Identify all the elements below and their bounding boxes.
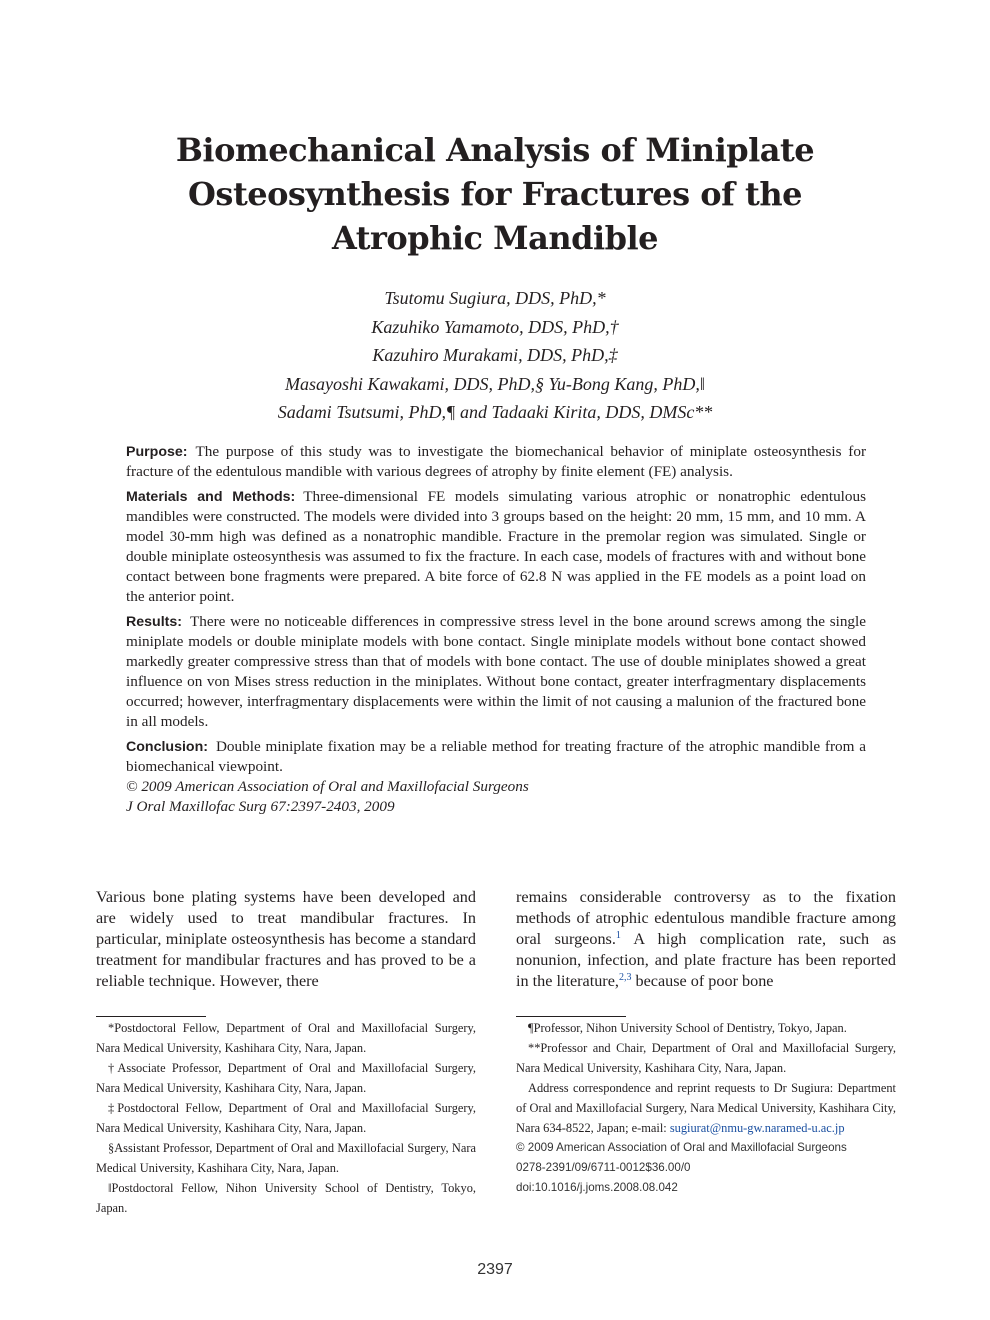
author-list [90, 284, 900, 427]
page-number: 2397 [477, 1261, 513, 1278]
abstract-purpose [126, 442, 866, 482]
footnote-affiliation-4: §Assistant Professor, Department of Oral and Maxillofacial Surgery, Nara Medical University, Kashihara City, Nara, Japan. [96, 1141, 476, 1175]
footnote-divider-right [516, 1016, 626, 1017]
footnote-affiliation-2: †Associate Professor, Department of Oral and Maxillofacial Surgery, Nara Medical University, Kashihara City, Nara, Japan. [96, 1061, 476, 1095]
title-line-3: Atrophic Mandible [331, 219, 658, 257]
footnote-affiliation-1: *Postdoctoral Fellow, Department of Oral and Maxillofacial Surgery, Nara Medical University, Kashihara City, Nara, Japan. [96, 1021, 476, 1055]
conclusion-heading: Conclusion: [126, 739, 208, 755]
article-title [90, 128, 900, 260]
issn-code: 0278-2391/09/6711-0012$36.00/0 [516, 1161, 691, 1174]
footnote-divider-left [96, 1016, 206, 1017]
results-heading: Results: [126, 614, 182, 630]
doi-link[interactable]: doi:10.1016/j.joms.2008.08.042 [516, 1181, 678, 1194]
abstract [126, 442, 866, 817]
methods-heading: Materials and Methods: [126, 489, 296, 505]
title-line-1: Biomechanical Analysis of Miniplate [175, 131, 815, 169]
methods-text: Three-dimensional FE models simulating various atrophic or nonatrophic edentulous mandibles were constructed. The models were divided into 3 groups based on the height: 20 mm, 15 mm, and 10 mm. A model 30-mm high was defined as a nonatrophic mandible. Fracture in the premolar region was simulated. Single or double miniplate osteosynthesis was assumed to fix the fracture. In each case, models of fractures with and without bone contact between bone fragments were prepared. A bite force of 62.8 N was applied in the FE models as a point load on the anterior point. [126, 488, 866, 605]
footnote-affiliation-5: ‖Postdoctoral Fellow, Nihon University School of Dentistry, Tokyo, Japan. [96, 1181, 476, 1215]
journal-citation: J Oral Maxillofac Surg 67:2397-2403, 2009 [126, 798, 395, 815]
author-line-3: Kazuhiro Murakami, DDS, PhD,‡ [372, 345, 618, 365]
body-right-part-3: because of poor bone [631, 972, 774, 990]
footnote-copyright: © 2009 American Association of Oral and Maxillofacial Surgeons [516, 1141, 847, 1154]
body-right-part-2: A high complication rate, such as nonunion, infection, and plate fracture has been reported in the literature, [516, 930, 896, 990]
abstract-copyright: © 2009 American Association of Oral and Maxillofacial Surgeons [126, 778, 529, 795]
abstract-results [126, 612, 866, 732]
footnotes-right [516, 1018, 896, 1198]
body-text-left: Various bone plating systems have been developed and are widely used to treat mandibular fractures. In particular, miniplate osteosynthesis has become a standard treatment for mandibular fractures and has proved to be a reliable technique. However, there [96, 888, 476, 990]
conclusion-text: Double miniplate fixation may be a reliable method for treating fracture of the atrophic mandible from a biomechanical viewpoint. [126, 738, 866, 775]
correspondence-address [516, 1078, 896, 1138]
footnote-affiliation-3: ‡Postdoctoral Fellow, Department of Oral and Maxillofacial Surgery, Nara Medical University, Kashihara City, Nara, Japan. [96, 1101, 476, 1135]
abstract-conclusion [126, 737, 866, 777]
address-text: Address correspondence and reprint requests to Dr Sugiura: Department of Oral and Maxillofacial Surgery, Nara Medical University, Kashihara City, Nara 634-8522, Japan; e-mail: [516, 1081, 896, 1135]
reference-link-2-3[interactable]: 2,3 [618, 972, 632, 983]
title-line-2: Osteosynthesis for Fractures of the [188, 175, 802, 213]
footnotes-left [96, 1018, 476, 1218]
footnote-affiliation-6: ¶Professor, Nihon University School of Dentistry, Tokyo, Japan. [528, 1021, 847, 1035]
body-right-part-1: remains considerable controversy as to the fixation methods of atrophic edentulous mandible fracture among oral surgeons. [516, 888, 896, 948]
author-line-5: Sadami Tsutsumi, PhD,¶ and Tadaaki Kirita, DDS, DMSc** [277, 402, 713, 422]
purpose-heading: Purpose: [126, 444, 188, 460]
email-link[interactable]: sugiurat@nmu-gw.naramed-u.ac.jp [669, 1121, 845, 1135]
footnote-affiliation-7: **Professor and Chair, Department of Oral and Maxillofacial Surgery, Nara Medical University, Kashihara City, Nara, Japan. [516, 1041, 896, 1075]
abstract-methods [126, 487, 866, 607]
author-line-4: Masayoshi Kawakami, DDS, PhD,§ Yu-Bong Kang, PhD,‖ [285, 373, 705, 394]
reference-link-1[interactable]: 1 [615, 930, 621, 941]
purpose-text: The purpose of this study was to investigate the biomechanical behavior of miniplate osteosynthesis for fracture of the edentulous mandible with various degrees of atrophy by finite element (FE) analysis. [126, 443, 866, 480]
results-text: There were no noticeable differences in compressive stress level in the bone around screws among the single miniplate models or double miniplate models with bone contact. Single miniplate models without bone contact showed markedly greater compressive stress than that of models with bone contact. The use of double miniplates showed a great influence on von Mises stress reduction in the miniplates. Without bone contact, greater interfragmentary displacements occurred; however, interfragmentary displacements were within the limit of not causing a malunion of the fractured bone in all models. [126, 613, 866, 730]
author-line-2: Kazuhiko Yamamoto, DDS, PhD,† [371, 316, 619, 337]
author-line-1: Tsutomu Sugiura, DDS, PhD,* [384, 288, 606, 308]
body-text-right [516, 887, 896, 992]
